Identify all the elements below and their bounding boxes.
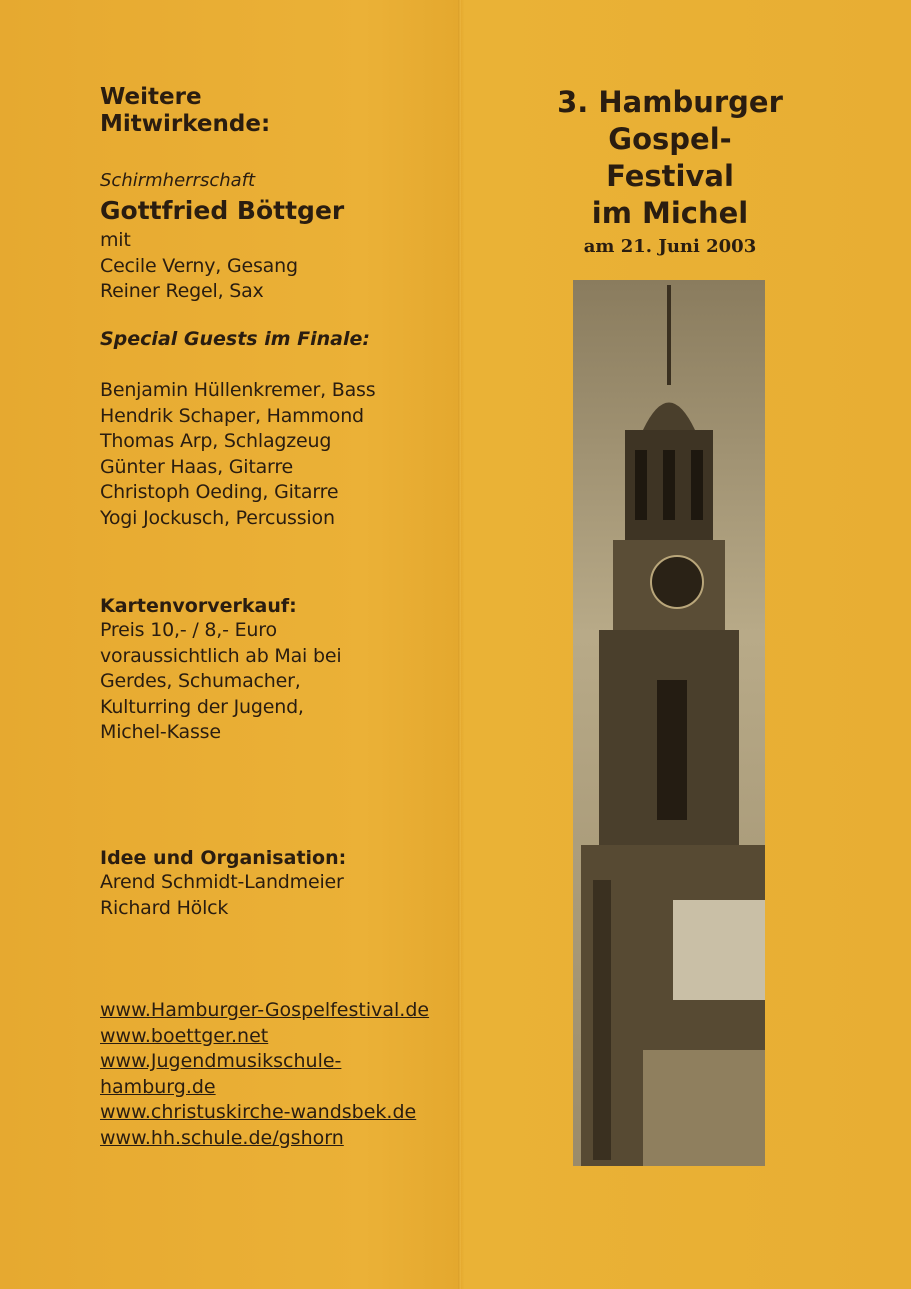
tickets-info: Preis 10,- / 8,- Euro voraussichtlich ab Mai bei Gerdes, Schumacher, Kulturring der Jugend, Michel-Kasse	[100, 619, 342, 743]
link-jugendmusikschule-cont[interactable]: hamburg.de	[100, 1075, 216, 1098]
special-guests-heading: Special Guests im Finale:	[100, 328, 370, 350]
special-guests-list: Benjamin Hüllenkremer, Bass Hendrik Schaper, Hammond Thomas Arp, Schlagzeug Günter Haas, Gitarre Christoph Oeding, Gitarre Yogi Jockusch, Percussion	[100, 379, 376, 529]
link-gshorn[interactable]: www.hh.schule.de/gshorn	[100, 1126, 344, 1149]
festival-date: am 21. Juni 2003	[583, 236, 757, 257]
link-jugendmusikschule[interactable]: www.Jugendmusikschule-	[100, 1050, 342, 1072]
organization-heading: Idee und Organisation:	[100, 847, 347, 869]
links	[100, 998, 429, 1151]
link-christuskirche[interactable]: www.christuskirche-wandsbek.de	[100, 1101, 417, 1123]
guest-list: mit Cecile Verny, Gesang Reiner Regel, Sax	[100, 229, 298, 302]
tickets-heading: Kartenvorverkauf:	[100, 595, 297, 617]
festival-title: 3. Hamburger Gospel- Festival im Michel	[557, 85, 783, 230]
church-tower-photo	[573, 280, 765, 1166]
organizers: Arend Schmidt-Landmeier Richard Hölck	[100, 871, 344, 919]
fold-line	[458, 0, 461, 1289]
tower-image	[573, 280, 765, 1166]
heading: Weitere Mitwirkende:	[100, 84, 271, 137]
link-gospelfestival[interactable]: www.Hamburger-Gospelfestival.de	[100, 999, 430, 1021]
patron-name: Gottfried Böttger	[100, 196, 345, 225]
link-boettger[interactable]: www.boettger.net	[100, 1024, 269, 1047]
patronage-label: Schirmherrschaft	[100, 170, 256, 191]
